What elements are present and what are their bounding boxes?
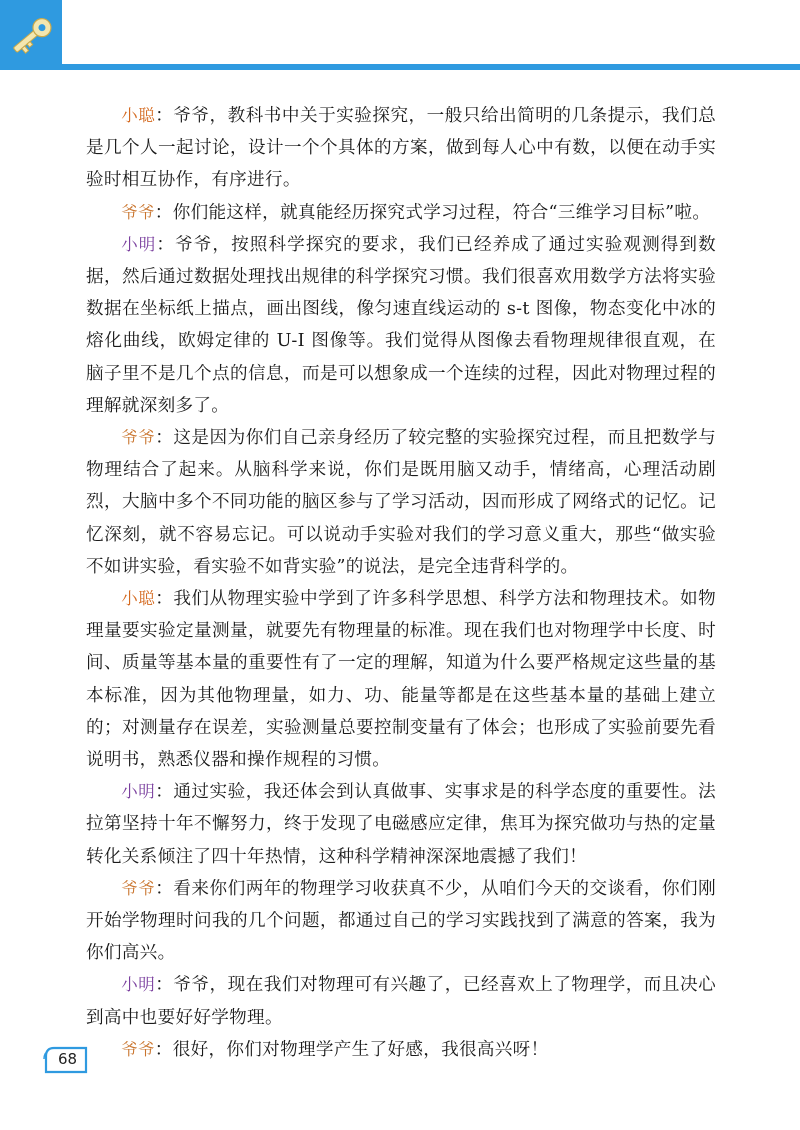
speaker-label: 小明 — [121, 234, 157, 254]
dialogue-paragraph — [86, 1034, 716, 1066]
speaker-label: 小聪 — [121, 589, 156, 609]
speaker-label: 爷爷 — [121, 202, 155, 222]
paragraph-text: 爷爷，按照科学探究的要求，我们已经养成了通过实验观测得到数据，然后通过数据处理找出规律的科学探究习惯。我们很喜欢用数学方法将实验数据在坐标纸上描点，画出图线，像匀速直线运动的 s-t 图像，物态变化中冰的熔化曲线，欧姆定律的 U-I 图像等。我们觉得从图像去看物理规律很直观，在脑子里不是几个点的信息，而是可以想象成一个连续的过程，因此对物理过程的理解就深刻多了。 — [86, 234, 717, 416]
colon: ： — [155, 878, 174, 899]
paragraph-text: 看来你们两年的物理学习收获真不少，从咱们今天的交谈看，你们刚开始学物理时问我的几个问题，都通过自己的学习实践找到了满意的答案，我为你们高兴。 — [86, 878, 716, 964]
dialogue-paragraph — [86, 229, 716, 422]
dialogue-paragraph — [86, 197, 716, 229]
paragraph-text: 你们能这样，就真能经历探究式学习过程，符合“三维学习目标”啦。 — [172, 202, 711, 223]
colon: ： — [155, 975, 174, 996]
speaker-label: 爷爷 — [121, 428, 156, 448]
speaker-label: 爷爷 — [121, 1039, 155, 1059]
speaker-label: 小聪 — [121, 106, 156, 125]
colon: ： — [155, 106, 174, 126]
page-number: 68 — [58, 1050, 78, 1068]
paragraph-text: 我们从物理实验中学到了许多科学思想、科学方法和物理技术。如物理量要实验定量测量，就要先有物理量的标准。现在我们也对物理学中长度、时间、质量等基本量的重要性有了一定的理解，知道为什么要严格规定这些量的基本标准，因为其他物理量，如力、功、能量等都是在这些基本量的基础上建立的；对测量存在误差，实验测量总要控制变量有了体会；也形成了实验前要先看说明书，熟悉仪器和操作规程的习惯。 — [86, 589, 716, 771]
paragraph-text: 通过实验，我还体会到认真做事、实事求是的科学态度的重要性。法拉第坚持十年不懈努力，终于发现了电磁感应定律，焦耳为探究做功与热的定量转化关系倾注了四十年热情，这种科学精神深深地震撼了我们！ — [86, 782, 716, 867]
speaker-label: 爷爷 — [121, 878, 156, 898]
colon: ： — [154, 1039, 173, 1060]
dialogue-paragraph — [86, 583, 716, 776]
colon: ： — [154, 202, 173, 223]
colon: ： — [156, 234, 176, 255]
colon: ： — [155, 782, 174, 803]
dialogue-body — [86, 100, 716, 1066]
colon: ： — [155, 589, 174, 610]
speaker-label: 小明 — [121, 975, 156, 995]
colon: ： — [155, 428, 174, 449]
key-icon — [6, 10, 58, 62]
paragraph-text: 爷爷，现在我们对物理可有兴趣了，已经喜欢上了物理学，而且决心到高中也要好好学物理。 — [86, 975, 716, 1028]
header-tab — [0, 0, 62, 70]
dialogue-paragraph — [86, 873, 716, 970]
dialogue-paragraph — [86, 776, 716, 873]
dialogue-paragraph — [86, 100, 716, 197]
header-rule — [62, 64, 800, 70]
paragraph-text: 爷爷，教科书中关于实验探究，一般只给出简明的几条提示，我们总是几个人一起讨论，设计一个个具体的方案，做到每人心中有数，以便在动手实验时相互协作，有序进行。 — [86, 106, 716, 191]
dialogue-paragraph — [86, 422, 716, 583]
paragraph-text: 很好，你们对物理学产生了好感，我很高兴呀！ — [172, 1039, 549, 1060]
dialogue-paragraph — [86, 969, 716, 1033]
paragraph-text: 这是因为你们自己亲身经历了较完整的实验探究过程，而且把数学与物理结合了起来。从脑科学来说，你们是既用脑又动手，情绪高，心理活动剧烈，大脑中多个不同功能的脑区参与了学习活动，因而形成了网络式的记忆。记忆深刻，就不容易忘记。可以说动手实验对我们的学习意义重大，那些“做实验不如讲实验，看实验不如背实验”的说法，是完全违背科学的。 — [86, 428, 716, 577]
page-number-badge — [40, 1045, 92, 1075]
speaker-label: 小明 — [121, 782, 156, 802]
